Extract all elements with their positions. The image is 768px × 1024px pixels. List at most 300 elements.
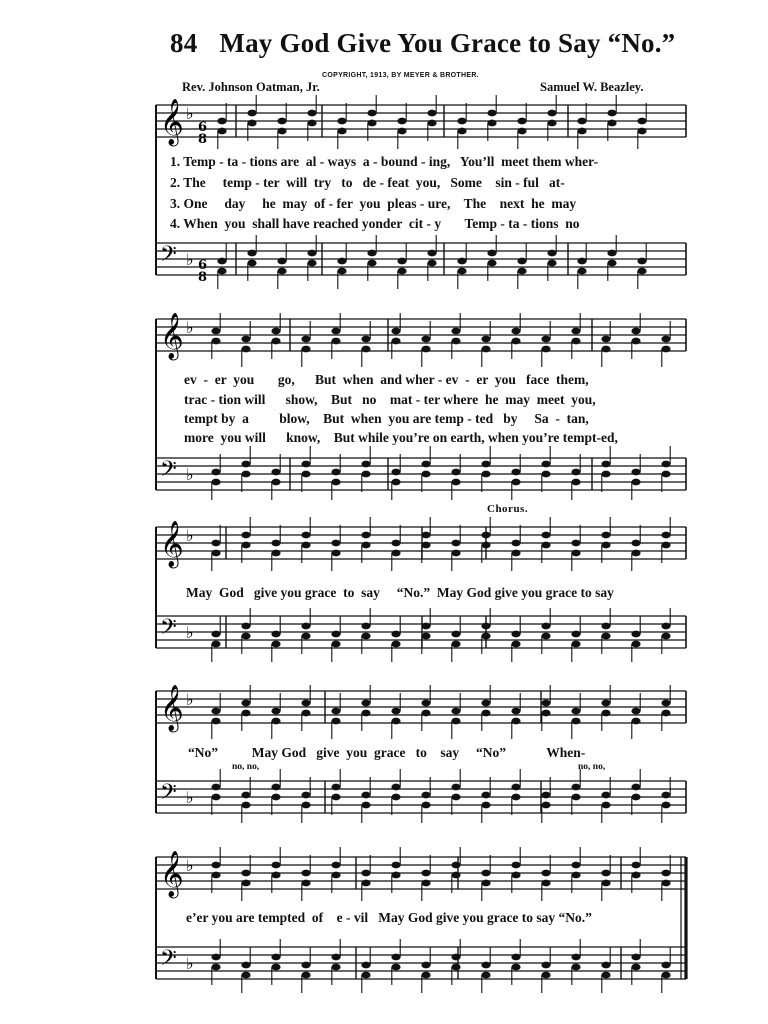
note-head <box>541 623 550 630</box>
note-head <box>541 542 550 549</box>
note-head <box>331 338 340 345</box>
note-head <box>277 128 286 135</box>
note-head <box>481 802 490 809</box>
note-head <box>331 550 340 557</box>
note-head <box>517 128 526 135</box>
note-head <box>361 700 370 707</box>
note-head <box>241 962 250 969</box>
note-head <box>601 461 610 468</box>
note-head <box>217 128 226 135</box>
note-head <box>211 708 220 715</box>
treble-clef: 𝄞 <box>160 851 184 897</box>
note-head <box>241 633 250 640</box>
chorus-echo-right: no, no, <box>578 762 606 772</box>
note-head <box>337 268 346 275</box>
note-head <box>541 792 550 799</box>
note-head <box>541 870 550 877</box>
note-head <box>511 338 520 345</box>
note-head <box>391 328 400 335</box>
note-head <box>301 962 310 969</box>
note-head <box>451 338 460 345</box>
note-head <box>451 964 460 971</box>
note-head <box>487 250 496 257</box>
note-head <box>301 792 310 799</box>
note-head <box>241 336 250 343</box>
time-signature: 6 <box>198 120 208 135</box>
hymn-number: 84 <box>170 28 198 58</box>
note-head <box>421 792 430 799</box>
note-head <box>451 540 460 547</box>
note-head <box>631 469 640 476</box>
note-head <box>271 794 280 801</box>
note-head <box>391 872 400 879</box>
note-head <box>391 708 400 715</box>
note-head <box>241 802 250 809</box>
note-head <box>331 469 340 476</box>
note-head <box>331 784 340 791</box>
note-head <box>271 641 280 648</box>
note-head <box>601 870 610 877</box>
note-head <box>661 700 670 707</box>
note-head <box>451 872 460 879</box>
note-head <box>577 118 586 125</box>
note-head <box>391 631 400 638</box>
note-head <box>331 718 340 725</box>
note-head <box>571 784 580 791</box>
note-head <box>661 962 670 969</box>
note-head <box>541 972 550 979</box>
note-head <box>361 461 370 468</box>
note-head <box>541 710 550 717</box>
note-head <box>631 631 640 638</box>
note-head <box>601 972 610 979</box>
note-head <box>277 118 286 125</box>
note-head <box>511 469 520 476</box>
note-head <box>631 550 640 557</box>
note-head <box>301 623 310 630</box>
note-head <box>481 532 490 539</box>
note-head <box>421 972 430 979</box>
note-head <box>571 862 580 869</box>
note-head <box>487 120 496 127</box>
note-head <box>511 631 520 638</box>
note-head <box>547 120 556 127</box>
verse-4-line-2: more you will know, But while you’re on earth, when you’re tempt-ed, <box>184 430 618 445</box>
verse-1-line-2: ev - er you go, But when and wher - ev - er you face them, <box>184 372 589 387</box>
note-head <box>511 964 520 971</box>
note-head <box>541 336 550 343</box>
flat-sign: ♭ <box>186 526 194 545</box>
note-head <box>481 880 490 887</box>
note-head <box>391 954 400 961</box>
note-head <box>211 794 220 801</box>
note-head <box>421 346 430 353</box>
note-head <box>421 962 430 969</box>
note-head <box>631 718 640 725</box>
note-head <box>481 623 490 630</box>
note-head <box>241 792 250 799</box>
note-head <box>307 260 316 267</box>
note-head <box>241 346 250 353</box>
note-head <box>271 631 280 638</box>
note-head <box>511 540 520 547</box>
note-head <box>331 641 340 648</box>
note-head <box>271 338 280 345</box>
note-head <box>451 784 460 791</box>
note-head <box>271 784 280 791</box>
note-head <box>391 550 400 557</box>
flat-sign: ♭ <box>186 318 194 337</box>
note-head <box>361 532 370 539</box>
note-head <box>211 954 220 961</box>
note-head <box>271 469 280 476</box>
note-head <box>247 110 256 117</box>
note-head <box>541 633 550 640</box>
note-head <box>271 964 280 971</box>
note-head <box>541 532 550 539</box>
verse-2-line-2: trac - tion will show, But no mat - ter where he may meet you, <box>184 392 596 407</box>
note-head <box>601 471 610 478</box>
note-head <box>421 532 430 539</box>
note-head <box>211 338 220 345</box>
note-head <box>211 479 220 486</box>
note-head <box>481 346 490 353</box>
note-head <box>241 870 250 877</box>
note-head <box>421 870 430 877</box>
note-head <box>391 641 400 648</box>
note-head <box>541 880 550 887</box>
hymn-title <box>170 28 690 59</box>
time-signature: 6 <box>198 258 208 273</box>
note-head <box>301 532 310 539</box>
note-head <box>331 540 340 547</box>
note-head <box>331 708 340 715</box>
note-head <box>241 700 250 707</box>
note-head <box>601 542 610 549</box>
note-head <box>301 880 310 887</box>
note-head <box>451 469 460 476</box>
flat-sign: ♭ <box>186 250 194 269</box>
note-head <box>247 250 256 257</box>
note-head <box>451 954 460 961</box>
note-head <box>481 461 490 468</box>
copyright-notice: COPYRIGHT, 1913, BY MEYER & BROTHER. <box>322 72 479 79</box>
bass-clef: 𝄢 <box>160 780 177 810</box>
note-head <box>661 623 670 630</box>
note-head <box>631 641 640 648</box>
note-head <box>421 880 430 887</box>
note-head <box>301 972 310 979</box>
note-head <box>661 802 670 809</box>
bass-clef: 𝄢 <box>160 457 177 487</box>
note-head <box>571 479 580 486</box>
note-head <box>331 964 340 971</box>
treble-clef: 𝄞 <box>160 313 184 359</box>
note-head <box>211 964 220 971</box>
note-head <box>241 532 250 539</box>
note-head <box>601 700 610 707</box>
note-head <box>361 802 370 809</box>
note-head <box>217 268 226 275</box>
note-head <box>451 708 460 715</box>
note-head <box>361 336 370 343</box>
note-head <box>427 250 436 257</box>
note-head <box>547 250 556 257</box>
note-head <box>511 718 520 725</box>
note-head <box>421 336 430 343</box>
note-head <box>571 540 580 547</box>
note-head <box>331 954 340 961</box>
note-head <box>577 258 586 265</box>
time-signature: 8 <box>198 132 208 147</box>
note-head <box>637 128 646 135</box>
note-head <box>271 954 280 961</box>
treble-clef: 𝄞 <box>160 685 184 731</box>
note-head <box>547 110 556 117</box>
note-head <box>241 710 250 717</box>
note-head <box>511 862 520 869</box>
treble-clef: 𝄞 <box>160 521 184 567</box>
note-head <box>601 880 610 887</box>
note-head <box>397 128 406 135</box>
note-head <box>481 972 490 979</box>
note-head <box>661 336 670 343</box>
note-head <box>331 794 340 801</box>
verse-3-line-1: 3. One day he may of - fer you pleas - ure, The next he may <box>170 196 577 211</box>
note-head <box>481 792 490 799</box>
note-head <box>571 338 580 345</box>
note-head <box>601 792 610 799</box>
note-head <box>367 260 376 267</box>
flat-sign: ♭ <box>186 954 194 973</box>
note-head <box>397 268 406 275</box>
note-head <box>607 120 616 127</box>
note-head <box>367 110 376 117</box>
note-head <box>301 700 310 707</box>
note-head <box>271 862 280 869</box>
note-head <box>241 461 250 468</box>
flat-sign: ♭ <box>186 788 194 807</box>
note-head <box>571 469 580 476</box>
note-head <box>301 461 310 468</box>
note-head <box>211 872 220 879</box>
note-head <box>451 718 460 725</box>
note-head <box>241 623 250 630</box>
flat-sign: ♭ <box>186 623 194 642</box>
note-head <box>211 718 220 725</box>
note-head <box>481 633 490 640</box>
note-head <box>481 336 490 343</box>
note-head <box>511 328 520 335</box>
note-head <box>571 328 580 335</box>
note-head <box>661 532 670 539</box>
chorus-line-2: “No” May God give you grace to say “No” When- <box>188 745 586 760</box>
note-head <box>271 550 280 557</box>
note-head <box>661 972 670 979</box>
note-head <box>601 623 610 630</box>
note-head <box>487 260 496 267</box>
note-head <box>577 268 586 275</box>
chorus-line-3: e’er you are tempted of e - vil May God give you grace to say “No.” <box>186 910 592 925</box>
note-head <box>241 542 250 549</box>
note-head <box>247 260 256 267</box>
note-head <box>661 461 670 468</box>
note-head <box>391 469 400 476</box>
verse-4-line-1: 4. When you shall have reached yonder cit - y Temp - ta - tions no <box>170 216 580 231</box>
note-head <box>571 708 580 715</box>
note-head <box>391 479 400 486</box>
note-head <box>601 710 610 717</box>
note-head <box>361 972 370 979</box>
note-head <box>367 250 376 257</box>
note-head <box>217 118 226 125</box>
note-head <box>541 700 550 707</box>
note-head <box>241 471 250 478</box>
note-head <box>211 641 220 648</box>
note-head <box>391 862 400 869</box>
note-head <box>661 471 670 478</box>
note-head <box>487 110 496 117</box>
note-head <box>451 550 460 557</box>
note-head <box>637 258 646 265</box>
note-head <box>517 268 526 275</box>
note-head <box>271 479 280 486</box>
note-head <box>481 962 490 969</box>
note-head <box>337 118 346 125</box>
note-head <box>661 346 670 353</box>
note-head <box>421 471 430 478</box>
note-head <box>481 471 490 478</box>
note-head <box>271 718 280 725</box>
note-head <box>361 633 370 640</box>
flat-sign: ♭ <box>186 104 194 123</box>
note-head <box>421 461 430 468</box>
note-head <box>601 336 610 343</box>
note-head <box>391 964 400 971</box>
time-signature: 8 <box>198 270 208 285</box>
note-head <box>661 880 670 887</box>
note-head <box>511 784 520 791</box>
note-head <box>571 872 580 879</box>
note-head <box>511 479 520 486</box>
flat-sign: ♭ <box>186 690 194 709</box>
note-head <box>511 794 520 801</box>
note-head <box>361 542 370 549</box>
note-head <box>301 471 310 478</box>
note-head <box>307 110 316 117</box>
note-head <box>601 633 610 640</box>
note-head <box>457 268 466 275</box>
note-head <box>511 954 520 961</box>
note-head <box>277 258 286 265</box>
note-head <box>661 870 670 877</box>
note-head <box>571 718 580 725</box>
note-head <box>301 346 310 353</box>
note-head <box>337 258 346 265</box>
flat-sign: ♭ <box>186 856 194 875</box>
note-head <box>211 550 220 557</box>
note-head <box>361 346 370 353</box>
treble-clef: 𝄞 <box>160 99 184 145</box>
note-head <box>457 128 466 135</box>
note-head <box>301 802 310 809</box>
verse-1-line-1: 1. Temp - ta - tions are al - ways a - bound - ing, You’ll meet them wher- <box>170 154 599 169</box>
note-head <box>331 872 340 879</box>
note-head <box>211 862 220 869</box>
note-head <box>421 710 430 717</box>
note-head <box>331 862 340 869</box>
note-head <box>607 250 616 257</box>
note-head <box>427 260 436 267</box>
note-head <box>571 550 580 557</box>
note-head <box>511 550 520 557</box>
note-head <box>451 479 460 486</box>
note-head <box>541 471 550 478</box>
note-head <box>637 268 646 275</box>
note-head <box>571 631 580 638</box>
note-head <box>451 641 460 648</box>
note-head <box>631 964 640 971</box>
note-head <box>451 328 460 335</box>
note-head <box>517 118 526 125</box>
note-head <box>631 328 640 335</box>
note-head <box>241 880 250 887</box>
note-head <box>631 862 640 869</box>
note-head <box>601 962 610 969</box>
note-head <box>361 792 370 799</box>
note-head <box>241 972 250 979</box>
note-head <box>271 328 280 335</box>
note-head <box>307 120 316 127</box>
note-head <box>331 631 340 638</box>
bass-clef: 𝄢 <box>160 946 177 976</box>
note-head <box>271 872 280 879</box>
note-head <box>541 962 550 969</box>
note-head <box>367 120 376 127</box>
chorus-line-1: May God give you grace to say “No.” May God give you grace to say <box>186 585 614 600</box>
note-head <box>427 110 436 117</box>
note-head <box>451 862 460 869</box>
note-head <box>301 870 310 877</box>
note-head <box>661 710 670 717</box>
note-head <box>541 802 550 809</box>
note-head <box>511 708 520 715</box>
composer-credit: Samuel W. Beazley. <box>540 80 644 94</box>
note-head <box>211 469 220 476</box>
note-head <box>271 708 280 715</box>
note-head <box>277 268 286 275</box>
bass-clef: 𝄢 <box>160 242 177 272</box>
flat-sign: ♭ <box>186 465 194 484</box>
note-head <box>247 120 256 127</box>
note-head <box>481 542 490 549</box>
note-head <box>631 954 640 961</box>
note-head <box>631 784 640 791</box>
note-head <box>571 794 580 801</box>
note-head <box>451 631 460 638</box>
note-head <box>211 328 220 335</box>
note-head <box>421 802 430 809</box>
note-head <box>421 623 430 630</box>
note-head <box>427 120 436 127</box>
note-head <box>631 872 640 879</box>
note-head <box>331 479 340 486</box>
note-head <box>601 802 610 809</box>
note-head <box>541 461 550 468</box>
note-head <box>337 128 346 135</box>
verse-3-line-2: tempt by a blow, But when you are temp - ted by Sa - tan, <box>184 411 589 426</box>
note-head <box>301 710 310 717</box>
